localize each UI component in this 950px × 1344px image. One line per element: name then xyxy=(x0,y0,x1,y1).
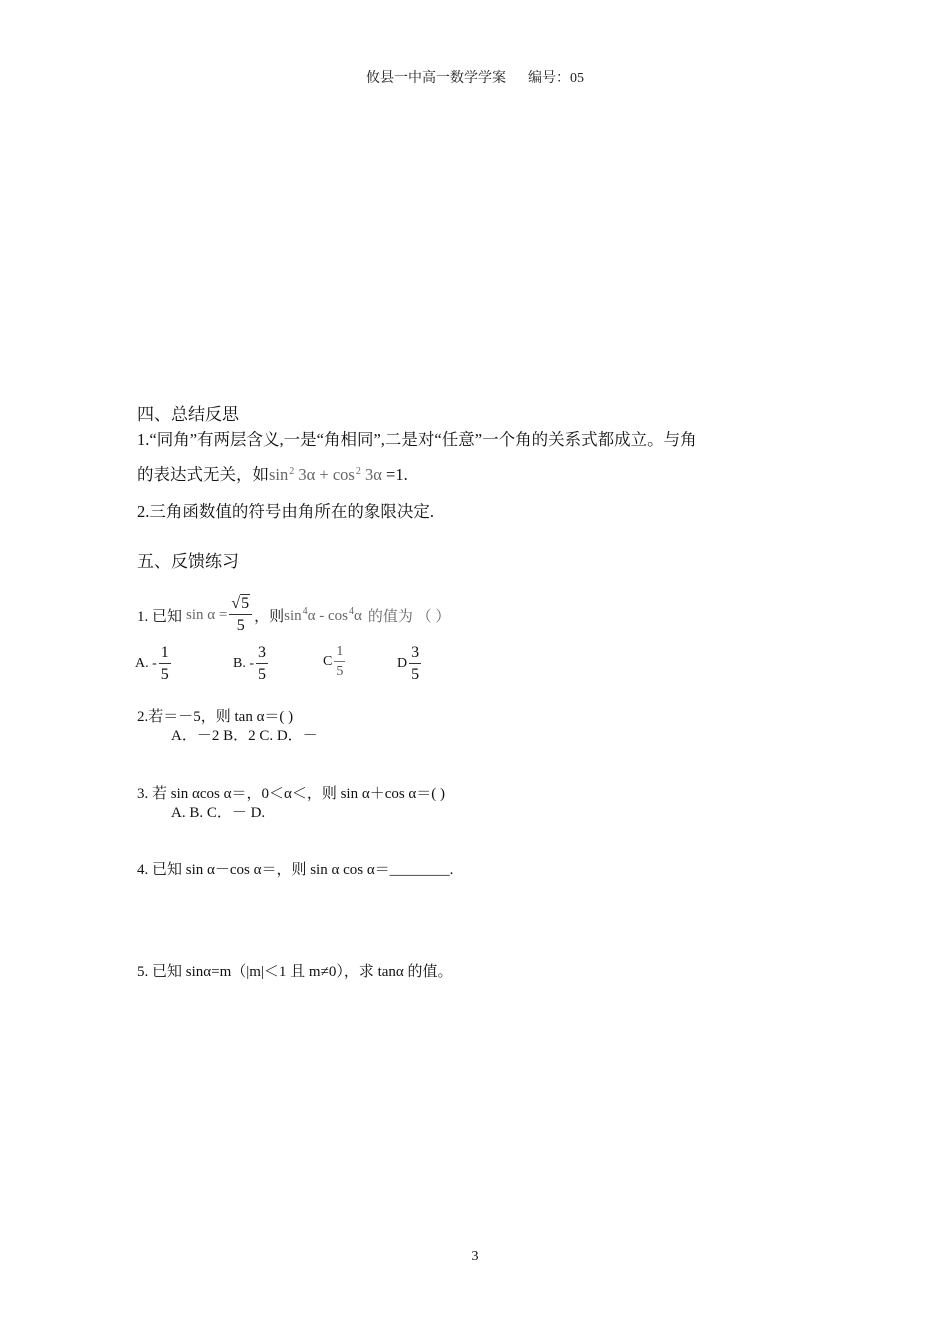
summary-item1-line1: 1.“同角”有两层含义,一是“角相同”,二是对“任意”一个角的关系式都成立。与角 xyxy=(137,430,697,449)
q3-options: A. B. C．－ D. xyxy=(171,805,266,821)
q1-option-c: C $\frac{1}{5}$ xyxy=(323,644,344,679)
identity-formula: $\sin^2 3\alpha + \cos^2 3\alpha$ xyxy=(269,465,382,484)
question-4: 4. 已知 sin α－cos α＝，则 sin α cos α＝________. xyxy=(137,862,454,878)
question-5: 5. 已知 sinα=m（|m|＜1 且 m≠0），求 tanα 的值。 xyxy=(137,964,453,980)
practice-heading: 五、反馈练习 xyxy=(137,552,239,571)
page-number: 3 xyxy=(471,1249,479,1264)
q1-expression: $\sin^4\alpha - \cos^4\alpha$ xyxy=(284,605,362,624)
question-2: 2.若＝－5，则 tan α＝( ) xyxy=(137,709,294,725)
q1-option-d: D $\frac{3}{5}$ xyxy=(397,644,420,683)
page-header xyxy=(0,67,950,87)
question-3: 3. 若 sin αcos α＝，0＜α＜，则 sin α＋cos α＝( ) xyxy=(137,786,446,802)
header-number: 编号：05 xyxy=(528,71,584,86)
summary-heading: 四、总结反思 xyxy=(137,405,239,424)
summary-item1-line2: 的表达式无关，如$\sin^2 3\alpha + \cos^2 3\alpha =1$. xyxy=(137,465,408,484)
q1-option-b: B. - $\frac{3}{5}$ xyxy=(233,644,266,683)
summary-item2: 2.三角函数值的符号由角所在的象限决定. xyxy=(137,502,434,521)
q2-options: A．－2 B．2 C. D．－ xyxy=(171,728,318,744)
q1-fraction: $\frac{√5}{5}$ xyxy=(229,596,252,634)
q1-option-a: A. - $\frac{1}{5}$ xyxy=(135,644,169,683)
question-1: 1. 已知 sin α = $\frac{√5}{5}$ ，则 $\sin^4\alpha - \cos^4\alpha$ 的值为 （ ） xyxy=(137,595,451,634)
header-school: 攸县一中高一数学学案 xyxy=(366,71,506,86)
summary-item1-prefix: 的表达式无关，如 xyxy=(137,465,269,484)
